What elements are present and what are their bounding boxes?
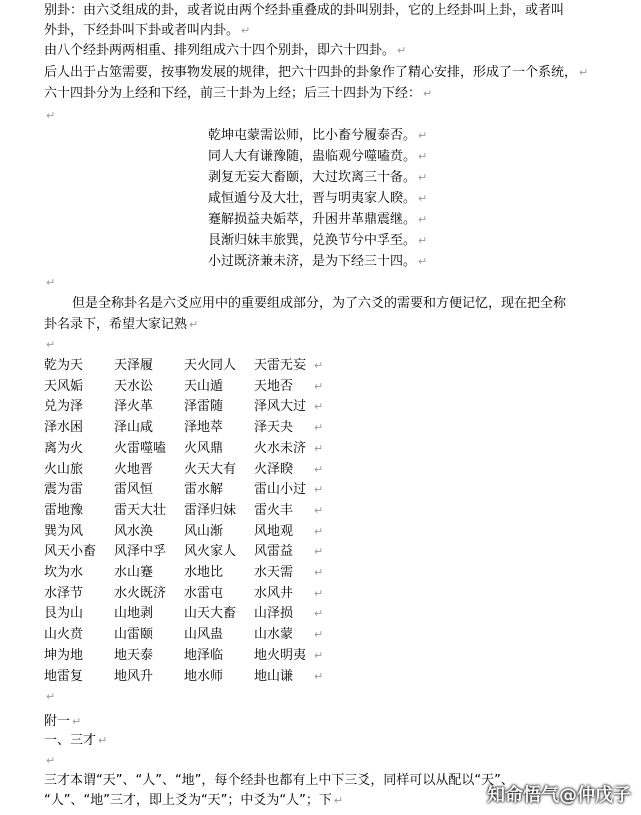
paragraph-mark-icon: ↵ [314,586,324,600]
paragraph-mark-icon: ↵ [314,421,324,435]
paragraph-line: 六十四卦分为上经和下经，前三十卦为上经；后三十四卦为下经： ↵ [44,86,433,101]
poem-line: 蹇解损益夬姤萃，升困井革鼎震继。 ↵ [208,212,428,227]
empty-paragraph [44,274,55,292]
hexagram-name: 地山谦 [254,668,294,684]
hexagram-name: 天地否 [254,378,294,394]
hexagram-name: 离为火 [44,440,84,456]
hexagram-name: 地天泰 [114,647,154,663]
paragraph-mark-icon: ↵ [46,754,56,767]
paragraph-mark-icon: ↵ [189,318,199,331]
empty-paragraph [44,336,55,354]
hexagram-name: 水地比 [184,565,224,580]
hexagram-name: 泽风大过 [254,399,307,415]
paragraph-mark-icon: ↵ [241,24,251,37]
section-title: 一、三才 ↵ [44,733,108,748]
hexagram-name: 泽地萃 [184,420,224,436]
paragraph-line: 别卦：由六爻组成的卦，或者说由两个经卦重叠成的卦叫别卦，它的上经卦叫上卦，或者叫 [44,3,565,18]
empty-paragraph [44,752,55,770]
hexagram-name: 水泽节 [44,585,84,601]
hexagram-name: 风山渐 [184,523,224,539]
hexagram-name: 雷泽归妹 [184,502,237,518]
paragraph-line: 三才本谓“天”、“人”、“地”，每个经卦也都有上中下三爻，同样可以从配以“天”、 [44,773,514,788]
hexagram-name: 天风姤 [44,378,84,394]
empty-paragraph [44,688,55,706]
paragraph-mark-icon: ↵ [314,669,324,683]
hexagram-name: 地雷复 [44,668,84,684]
watermark: 知命悟气@仲戊子 [487,785,631,806]
paragraph-line: 卦名录下，希望大家记熟 ↵ [44,317,199,332]
paragraph-mark-icon: ↵ [46,338,56,351]
hexagram-name: 山地剥 [114,606,154,622]
hexagram-name: 风雷益 [254,544,294,560]
poem-line: 咸恒遁兮及大壮，晋与明夷家人睽。 ↵ [208,191,428,206]
hexagram-name: 水雷屯 [184,585,224,601]
hexagram-name: 水山蹇 [114,565,154,580]
hexagram-name: 泽火革 [114,399,154,415]
hexagram-name: 火天大有 [184,461,237,477]
paragraph-mark-icon: ↵ [579,66,589,79]
hexagram-name: 泽水困 [44,420,84,436]
hexagram-name: 巽为风 [44,523,84,539]
hexagram-name: 地风升 [114,668,154,684]
hexagram-name: 风泽中孚 [114,544,167,560]
hexagram-name: 山天大畜 [184,606,237,622]
poem-line: 艮渐归妹丰旅巽，兑涣节兮中孚至。 ↵ [208,233,428,248]
hexagram-name: 风火家人 [184,544,237,560]
hexagram-name: 山火贲 [44,627,84,643]
hexagram-name: 水风井 [254,585,294,601]
empty-paragraph [44,107,55,125]
hexagram-name: 火风鼎 [184,440,224,456]
paragraph-mark-icon: ↵ [423,87,433,100]
paragraph-mark-icon: ↵ [46,276,56,289]
paragraph-line: 后人出于占筮需要，按事物发展的规律，把六十四卦的卦象作了精心安排，形成了一个系统， ↵ [44,65,589,80]
hexagram-name: 地泽临 [184,647,224,663]
hexagram-name: 雷风恒 [114,482,154,498]
hexagram-name: 水天需 [254,565,294,580]
paragraph-mark-icon: ↵ [418,234,428,247]
paragraph-line: 但是全称卦名是六爻应用中的重要组成部分，为了六爻的需要和方便记忆，现在把全称 [72,296,567,311]
hexagram-name: 火山旅 [44,461,84,477]
hexagram-name: 山风蛊 [184,627,224,643]
poem-line: 乾坤屯蒙需讼师，比小畜兮履泰否。 ↵ [208,128,428,143]
hexagram-name: 风天小畜 [44,544,97,560]
hexagram-name: 乾为天 [44,358,84,373]
paragraph-line: “人”、“地”三才，即上爻为“天”；中爻为“人”；下 ↵ [44,793,344,808]
poem-line: 剥复无妄大畜颐，大过坎离三十备。 ↵ [208,170,428,185]
hexagram-name: 风地观 [254,523,294,539]
hexagram-name: 震为雷 [44,482,84,498]
paragraph-mark-icon: ↵ [333,794,344,807]
hexagram-name: 雷火丰 [254,502,294,518]
hexagram-name: 山泽损 [254,606,294,622]
paragraph-mark-icon: ↵ [46,690,56,704]
paragraph-mark-icon: ↵ [397,44,407,57]
hexagram-name: 水火既济 [114,585,167,601]
paragraph-mark-icon: ↵ [98,734,108,747]
paragraph-mark-icon: ↵ [46,109,56,122]
hexagram-name: 雷水解 [184,482,224,498]
paragraph-mark-icon: ↵ [314,379,324,393]
poem-line: 同人大有谦豫随，蛊临观兮噬嗑贲。 ↵ [208,149,428,164]
paragraph-line: 由八个经卦两两相重、排列组成六十四个别卦，即六十四卦。 ↵ [44,43,407,58]
paragraph-mark-icon: ↵ [418,192,428,205]
hexagram-name: 雷山小过 [254,482,307,498]
hexagram-name: 泽山咸 [114,420,154,436]
hexagram-name: 火雷噬嗑 [114,440,167,456]
paragraph-mark-icon: ↵ [418,129,428,142]
hexagram-name: 泽天夬 [254,420,294,436]
hexagram-name: 火水未济 [254,440,307,456]
hexagram-name: 地水师 [184,668,224,684]
hexagram-name: 火泽睽 [254,461,294,477]
hexagram-name: 坤为地 [44,647,84,663]
hexagram-name: 火地晋 [114,461,154,477]
hexagram-name: 艮为山 [44,606,84,622]
hexagram-name: 风水涣 [114,523,154,539]
hexagram-name: 山雷颐 [114,627,154,643]
paragraph-mark-icon: ↵ [314,524,324,538]
paragraph-mark-icon: ↵ [418,150,428,163]
paragraph-mark-icon: ↵ [72,715,82,728]
paragraph-mark-icon: ↵ [314,545,324,559]
hexagram-name: 山水蒙 [254,627,294,643]
hexagram-name: 天山遁 [184,378,224,394]
paragraph-mark-icon: ↵ [314,566,324,579]
hexagram-name: 天泽履 [114,358,154,373]
hexagram-name: 雷天大壮 [114,502,167,518]
paragraph-mark-icon: ↵ [314,483,324,497]
hexagram-name: 坎为水 [44,565,84,580]
paragraph-mark-icon: ↵ [314,648,324,662]
hexagram-name: 天火同人 [184,358,237,373]
paragraph-mark-icon: ↵ [314,400,324,414]
hexagram-name: 兑为泽 [44,399,84,415]
paragraph-mark-icon: ↵ [314,462,324,476]
appendix-title: 附一 ↵ [44,714,82,729]
paragraph-mark-icon: ↵ [314,359,324,372]
paragraph-line: 外卦，下经卦叫下卦或者叫内卦。 ↵ [44,23,251,38]
poem-line: 小过既济兼未济，是为下经三十四。 ↵ [208,254,428,269]
paragraph-mark-icon: ↵ [418,213,428,226]
paragraph-mark-icon: ↵ [314,607,324,621]
hexagram-name: 泽雷随 [184,399,224,415]
paragraph-mark-icon: ↵ [314,628,324,642]
paragraph-mark-icon: ↵ [314,503,324,517]
paragraph-mark-icon: ↵ [314,441,324,455]
hexagram-name: 地火明夷 [254,647,307,663]
hexagram-name: 雷地豫 [44,502,84,518]
paragraph-mark-icon: ↵ [418,255,428,268]
hexagram-name: 天雷无妄 [254,358,307,373]
hexagram-name: 天水讼 [114,378,154,394]
paragraph-mark-icon: ↵ [418,171,428,184]
